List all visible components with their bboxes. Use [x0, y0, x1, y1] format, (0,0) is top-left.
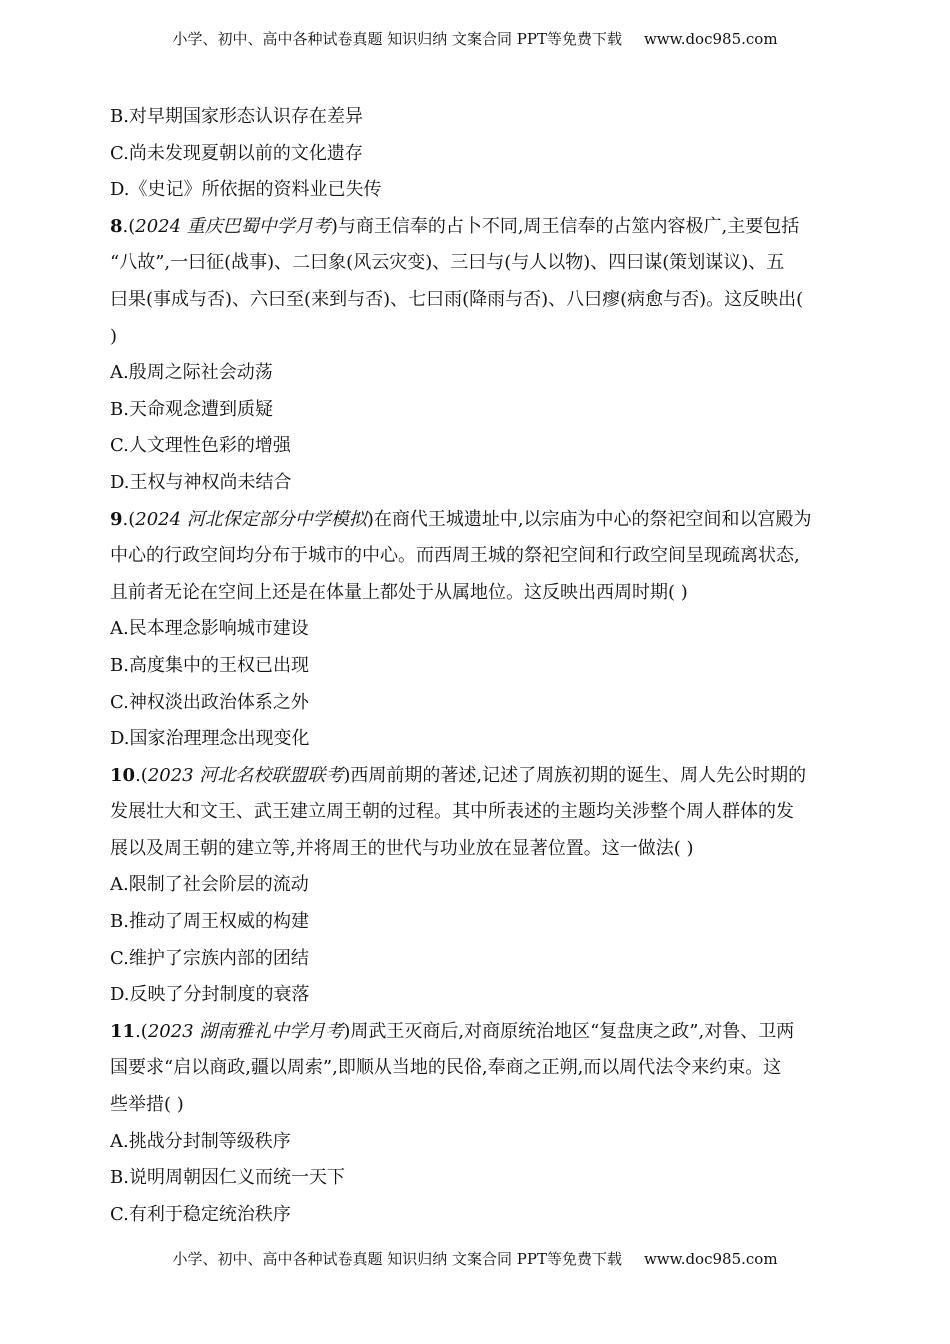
q10-stem-line-2: 发展壮大和文王、武王建立周王朝的过程。其中所表述的主题均关涉整个周人群体的发	[110, 801, 794, 823]
q10-option-b: B.推动了周王权威的构建	[110, 911, 309, 933]
q9-number: 9	[110, 508, 123, 530]
q11-number: 11	[110, 1020, 136, 1042]
q8-stem-line-2: “八故”,一曰征(战事)、二曰象(风云灾变)、三曰与(与人以物)、四曰谋(策划谋议)、五	[110, 252, 785, 274]
q10-source-open: .(	[135, 764, 148, 786]
q8-number: 8	[110, 215, 123, 237]
q9-option-b: B.高度集中的王权已出现	[110, 654, 309, 676]
q10-stem-line-3: 展以及周王朝的建立等,并将周王的世代与功业放在显著位置。这一做法( )	[110, 837, 694, 859]
q7-option-c: C.尚未发现夏朝以前的文化遗存	[110, 142, 363, 164]
q8-source: 2024 重庆巴蜀中学月考	[135, 215, 331, 237]
q10-stem-line-1	[110, 758, 845, 795]
q8-text-1: )与商王信奉的占卜不同,周王信奉的占筮内容极广,主要包括	[330, 215, 800, 237]
q9-stem-line-1	[110, 502, 845, 539]
header-text: 小学、初中、高中各种试卷真题 知识归纳 文案合同 PPT等免费下载	[172, 30, 622, 48]
q7-option-d: D.《史记》所依据的资料业已失传	[110, 179, 382, 201]
q11-text-1: )周武王灭商后,对商原统治地区“复盘庚之政”,对鲁、卫两	[343, 1020, 795, 1042]
q9-text-1: )在商代王城遗址中,以宗庙为中心的祭祀空间和以宫殿为	[366, 508, 812, 530]
footer-url[interactable]: www.doc985.com	[643, 1250, 778, 1268]
q10-option-c: C.维护了宗族内部的团结	[110, 947, 309, 969]
q8-option-a: A.殷周之际社会动荡	[110, 362, 273, 384]
q11-option-b: B.说明周朝因仁义而统一天下	[110, 1167, 345, 1189]
footer-text: 小学、初中、高中各种试卷真题 知识归纳 文案合同 PPT等免费下载	[172, 1250, 622, 1268]
q10-option-a: A.限制了社会阶层的流动	[110, 874, 309, 896]
q9-source: 2024 河北保定部分中学模拟	[135, 508, 367, 530]
q11-source: 2023 湖南雅礼中学月考	[147, 1020, 344, 1042]
q9-stem-line-3: 且前者无论在空间上还是在体量上都处于从属地位。这反映出西周时期( )	[110, 581, 688, 603]
q11-stem-line-2: 国要求“启以商政,疆以周索”,即顺从当地的民俗,奉商之正朔,而以周代法令来约束。这	[110, 1057, 782, 1079]
q11-stem-line-3: 些举措( )	[110, 1094, 184, 1116]
q8-stem-line-3: 曰果(事成与否)、六曰至(来到与否)、七曰雨(降雨与否)、八曰瘳(病愈与否)。这反映出(	[110, 288, 804, 310]
page-header	[0, 28, 950, 49]
q11-source-open: .(	[135, 1020, 148, 1042]
q9-stem-line-2: 中心的行政空间均分布于城市的中心。而西周王城的祭祀空间和行政空间呈现疏离状态,	[110, 545, 800, 567]
q9-option-a: A.民本理念影响城市建设	[110, 618, 309, 640]
q11-option-c: C.有利于稳定统治秩序	[110, 1203, 291, 1225]
q10-source: 2023 河北名校联盟联考	[147, 764, 344, 786]
q8-source-open: .(	[122, 215, 136, 237]
q9-option-d: D.国家治理理念出现变化	[110, 728, 310, 750]
q11-option-a: A.挑战分封制等级秩序	[110, 1130, 291, 1152]
q9-source-open: .(	[122, 508, 136, 530]
q10-option-d: D.反映了分封制度的衰落	[110, 984, 310, 1006]
q10-number: 10	[110, 764, 136, 786]
q8-option-d: D.王权与神权尚未结合	[110, 471, 292, 493]
q9-option-c: C.神权淡出政治体系之外	[110, 691, 309, 713]
header-url[interactable]: www.doc985.com	[643, 30, 778, 48]
page-footer	[0, 1248, 950, 1269]
document-body	[110, 99, 845, 1233]
q7-option-b: B.对早期国家形态认识存在差异	[110, 106, 363, 127]
q8-option-c: C.人文理性色彩的增强	[110, 435, 291, 457]
q8-stem-line-1	[110, 209, 845, 246]
q8-stem-line-4: )	[110, 325, 118, 347]
q10-text-1: )西周前期的著述,记述了周族初期的诞生、周人先公时期的	[343, 764, 807, 786]
q11-stem-line-1	[110, 1014, 845, 1051]
q8-option-b: B.天命观念遭到质疑	[110, 398, 273, 420]
